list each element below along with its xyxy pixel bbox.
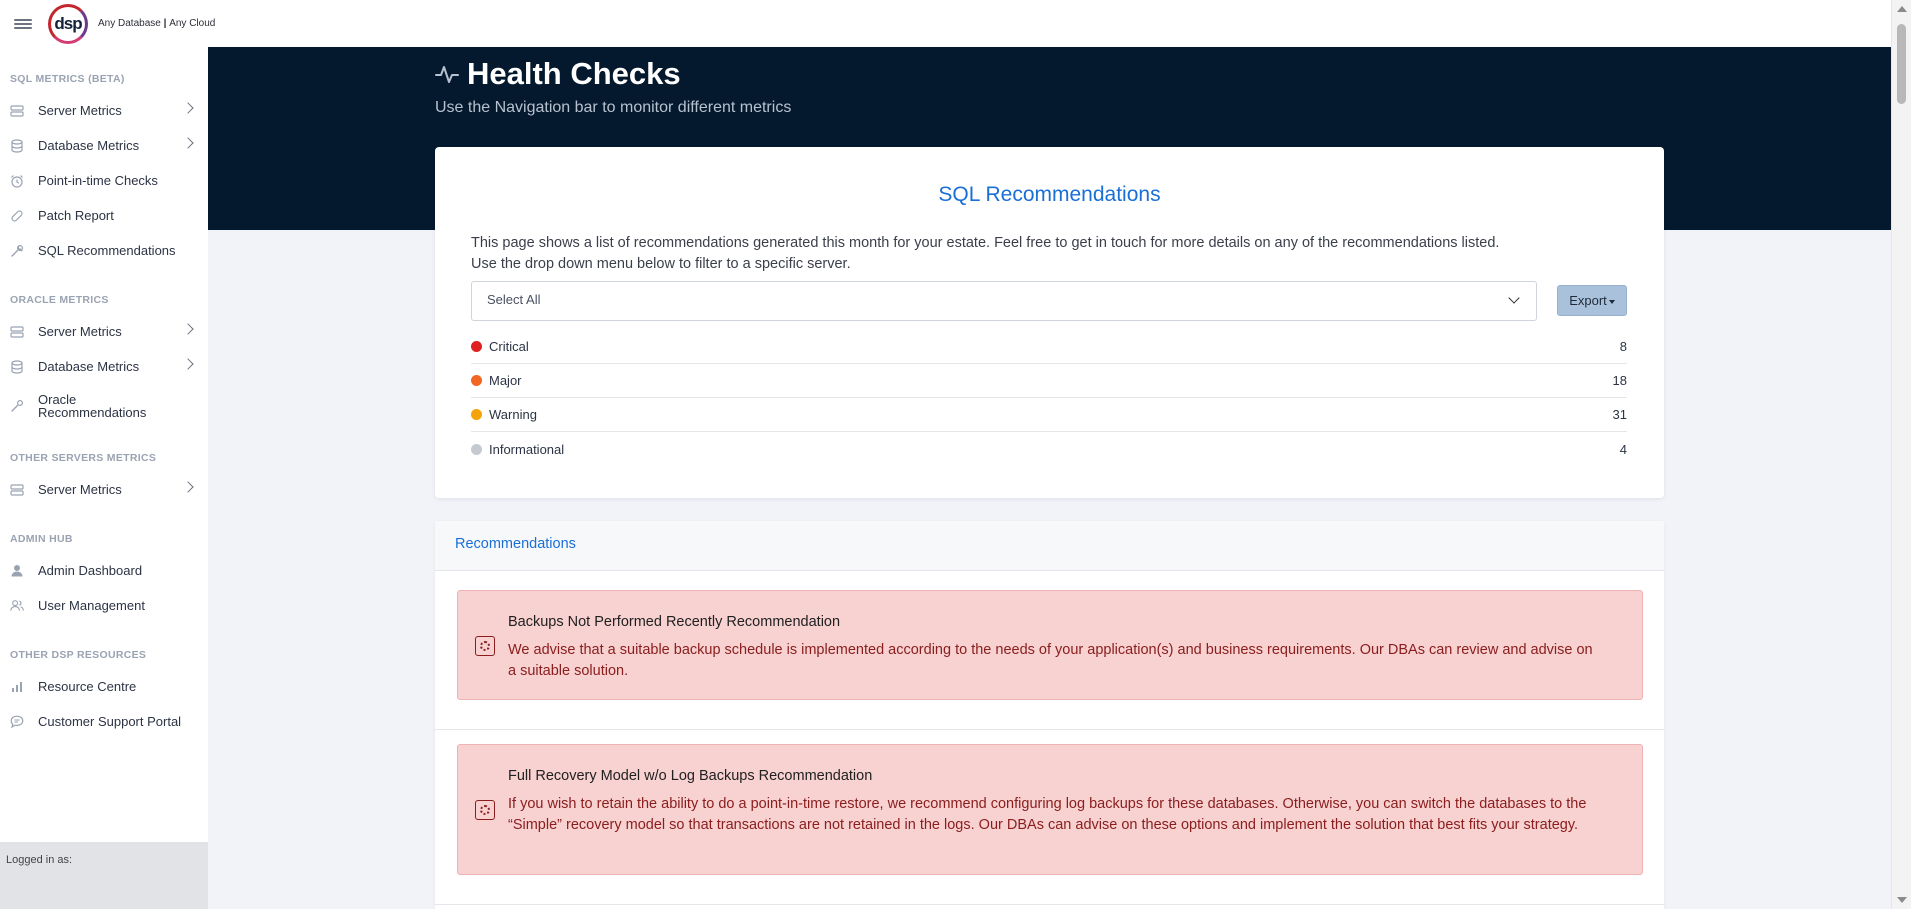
brand-tagline: Any Database | Any Cloud — [98, 18, 216, 29]
severity-name: Major — [489, 373, 522, 388]
severity-name: Warning — [489, 407, 537, 422]
sql-recommendations-card — [435, 147, 1664, 498]
recommendation-card[interactable] — [457, 744, 1643, 875]
informational-dot-icon — [471, 444, 482, 455]
logged-in-label: Logged in as: — [6, 854, 73, 866]
section-title-admin-hub: ADMIN HUB — [10, 533, 73, 545]
chevron-right-icon — [182, 323, 193, 334]
recommendation-title: Full Recovery Model w/o Log Backups Recommendation — [508, 768, 873, 784]
database-icon — [10, 139, 24, 153]
sidebar-item-sql-server-metrics[interactable] — [0, 93, 208, 128]
sidebar-item-patch-report[interactable] — [0, 198, 208, 233]
server-icon — [10, 104, 24, 118]
page-title: Health Checks — [467, 56, 681, 91]
database-icon — [10, 360, 24, 374]
logged-in-panel — [0, 842, 208, 909]
recommendation-body: We advise that a suitable backup schedule is implemented according to the needs of your application(s) and business requirements. Our DBAs can review and advise on a suitable solution. — [508, 642, 1593, 679]
export-label: Export — [1569, 293, 1607, 308]
section-title-oracle: ORACLE METRICS — [10, 294, 109, 306]
sidebar-item-oracle-server-metrics[interactable] — [0, 314, 208, 349]
recommendation-body: If you wish to retain the ability to do a point-in-time restore, we recommend configuring log backups for these databases. Otherwise, you can switch the databases to the “Simple” recovery model so that transactions are not retained in the logs. Our DBAs can advise on these options and implement the solution that best fits your strategy. — [508, 796, 1587, 833]
sidebar-item-label: Admin Dashboard — [38, 563, 143, 578]
sidebar-item-admin-dashboard[interactable] — [0, 553, 208, 588]
card-description — [471, 233, 1628, 275]
description-line-1: This page shows a list of recommendations generated this month for your estate. Feel free to get in touch for more details on any of the recommendations listed. — [471, 235, 1500, 251]
severity-row-warning — [471, 398, 1627, 432]
severity-row-informational — [471, 432, 1627, 466]
sidebar-item-sql-database-metrics[interactable] — [0, 128, 208, 163]
major-dot-icon — [471, 375, 482, 386]
severity-count: 4 — [1619, 441, 1627, 457]
page-subtitle: Use the Navigation bar to monitor different metrics — [435, 99, 792, 116]
page-title-row — [435, 56, 681, 92]
caret-down-icon — [1609, 300, 1615, 304]
sidebar-item-label: Database Metrics — [38, 359, 140, 374]
sidebar-item-user-management[interactable] — [0, 588, 208, 623]
card-title: SQL Recommendations — [938, 183, 1161, 206]
sidebar-item-oracle-recommendations[interactable] — [0, 384, 208, 428]
critical-dot-icon — [471, 341, 482, 352]
warning-dot-icon — [471, 409, 482, 420]
section-title-dsp-resources: OTHER DSP RESOURCES — [10, 649, 147, 661]
sidebar-item-label: Patch Report — [38, 208, 114, 223]
scroll-down-arrow-icon[interactable] — [1897, 897, 1907, 903]
sidebar-item-label: Customer Support Portal — [38, 714, 182, 729]
severity-row-critical — [471, 330, 1627, 364]
chevron-right-icon — [182, 102, 193, 113]
recommendation-card[interactable] — [457, 590, 1643, 700]
sidebar-item-label: Server Metrics — [38, 103, 122, 118]
chevron-down-icon — [1508, 292, 1519, 303]
heartbeat-icon — [435, 63, 459, 85]
chevron-right-icon — [182, 481, 193, 492]
server-icon — [10, 325, 24, 339]
alarm-clock-icon — [10, 174, 24, 188]
divider — [435, 729, 1664, 730]
users-icon — [10, 599, 24, 613]
server-icon — [10, 483, 24, 497]
sidebar-item-resource-centre[interactable] — [0, 669, 208, 704]
sidebar-item-customer-support-portal[interactable] — [0, 704, 208, 739]
user-icon — [10, 564, 24, 578]
sidebar-item-point-in-time-checks[interactable] — [0, 163, 208, 198]
recommendations-heading: Recommendations — [435, 521, 1664, 571]
severity-count: 18 — [1612, 373, 1627, 388]
sidebar-item-sql-recommendations[interactable] — [0, 233, 208, 268]
sidebar-item-other-server-metrics[interactable] — [0, 472, 208, 507]
severity-name: Critical — [489, 339, 529, 354]
sidebar-item-label: Point-in-time Checks — [38, 173, 158, 188]
sidebar-item-label: Database Metrics — [38, 138, 140, 153]
dsp-logo[interactable]: dsp — [48, 4, 88, 44]
export-button[interactable] — [1557, 285, 1627, 316]
sidebar-item-label: User Management — [38, 598, 145, 613]
severity-name: Informational — [489, 441, 565, 457]
sidebar-item-label: Resource Centre — [38, 679, 137, 694]
chevron-right-icon — [182, 358, 193, 369]
section-title-sql: SQL METRICS (BETA) — [10, 73, 125, 85]
chat-icon — [10, 715, 24, 729]
safe-icon — [475, 636, 495, 656]
divider — [435, 904, 1664, 905]
description-line-2: Use the drop down menu below to filter to a specific server. — [471, 256, 851, 272]
chevron-right-icon — [182, 137, 193, 148]
sidebar-item-label: Server Metrics — [38, 324, 122, 339]
recommendation-title: Backups Not Performed Recently Recommendation — [508, 614, 841, 630]
severity-count: 8 — [1619, 339, 1627, 354]
server-filter-value: Select All — [487, 292, 541, 307]
wrench-icon — [10, 399, 24, 413]
sidebar-item-label: SQL Recommendations — [38, 243, 176, 258]
scroll-thumb[interactable] — [1897, 24, 1906, 104]
sidebar-item-label: Server Metrics — [38, 482, 122, 497]
sidebar-item-oracle-database-metrics[interactable] — [0, 349, 208, 384]
server-filter-select[interactable] — [471, 281, 1537, 321]
top-bar — [0, 0, 1891, 47]
sidebar-item-label: Oracle Recommendations — [38, 392, 147, 420]
severity-count: 31 — [1612, 407, 1627, 422]
hamburger-menu-icon[interactable] — [14, 17, 32, 31]
section-title-other-servers: OTHER SERVERS METRICS — [10, 452, 157, 464]
severity-list — [471, 330, 1627, 466]
wrench-icon — [10, 244, 24, 258]
scroll-up-arrow-icon[interactable] — [1897, 6, 1907, 12]
severity-row-major — [471, 364, 1627, 398]
recommendations-panel — [435, 521, 1664, 909]
bandage-icon — [10, 209, 24, 223]
sidebar — [0, 47, 208, 909]
page-scrollbar[interactable] — [1891, 0, 1911, 909]
bar-chart-icon — [10, 680, 24, 694]
safe-icon — [475, 800, 495, 820]
